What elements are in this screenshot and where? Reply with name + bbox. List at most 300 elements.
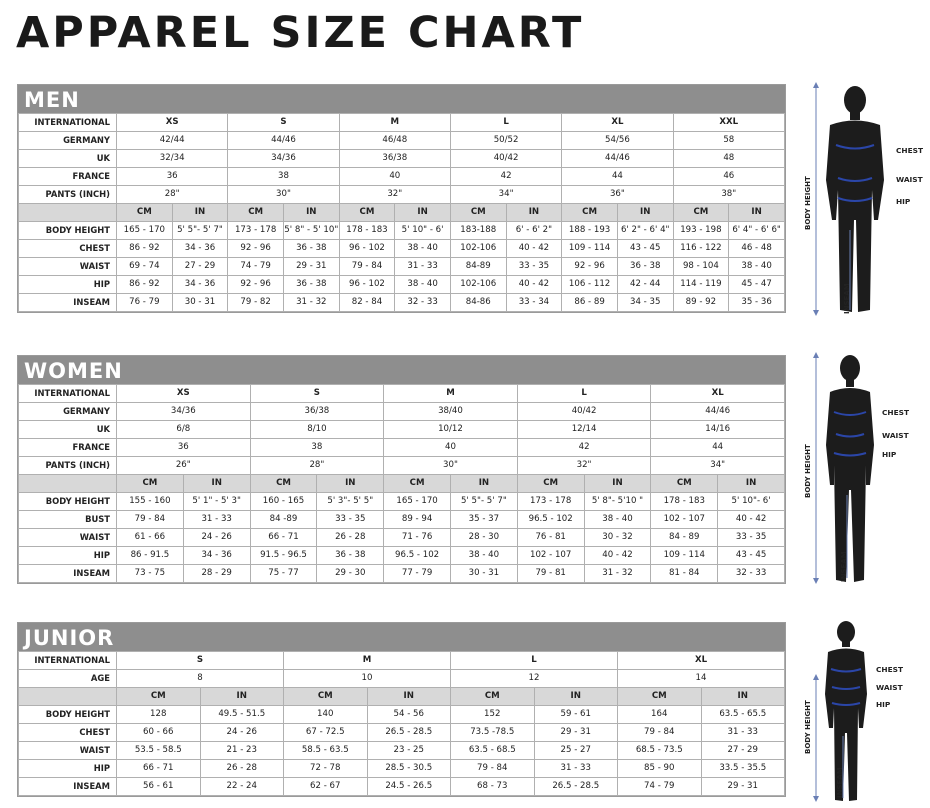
table-cell: 38 - 40 [450, 547, 517, 565]
unit-in-cell: IN [317, 475, 384, 493]
size-cell: S [228, 114, 339, 132]
table-cell: 86 - 89 [562, 294, 618, 312]
table-cell: 76 - 81 [517, 529, 584, 547]
table-cell: 92 - 96 [228, 240, 284, 258]
table-cell: 32" [517, 457, 651, 475]
unit-cm-cell: CM [618, 688, 702, 706]
unit-cm-cell: CM [284, 688, 368, 706]
table-cell: 102 - 107 [517, 547, 584, 565]
table-cell: 40 - 42 [584, 547, 651, 565]
table-cell: 33 - 35 [506, 258, 562, 276]
table-cell: 10/12 [384, 421, 518, 439]
size-cell: L [450, 114, 561, 132]
row-label: UK [19, 421, 117, 439]
table-cell: 6/8 [117, 421, 251, 439]
table-cell: 33 - 34 [506, 294, 562, 312]
row-label: GERMANY [19, 132, 117, 150]
men-section [17, 84, 786, 313]
table-cell: 29 - 31 [701, 778, 785, 796]
table-row [19, 547, 785, 565]
men-heading: MEN [18, 85, 785, 113]
table-cell: 24 - 26 [200, 724, 284, 742]
men-chest-label: CHEST [896, 146, 924, 155]
women-section [17, 355, 786, 584]
table-cell: 79 - 84 [339, 258, 395, 276]
table-cell: 59 - 61 [534, 706, 618, 724]
table-cell: 34" [450, 186, 561, 204]
row-label: HIP [19, 760, 117, 778]
table-cell: 178 - 183 [339, 222, 395, 240]
row-label: GERMANY [19, 403, 117, 421]
table-cell: 35 - 37 [450, 511, 517, 529]
table-cell: 98 - 104 [673, 258, 729, 276]
table-cell: 42 [450, 168, 561, 186]
women-waist-label: WAIST [882, 431, 909, 440]
table-cell: 34 - 36 [172, 240, 228, 258]
table-cell: 102 - 107 [651, 511, 718, 529]
table-cell: 28" [250, 457, 384, 475]
table-cell: 89 - 92 [673, 294, 729, 312]
table-cell: 34 - 35 [617, 294, 673, 312]
table-row [19, 132, 785, 150]
table-cell: 73.5 -78.5 [451, 724, 535, 742]
table-cell: 54/56 [562, 132, 673, 150]
row-label: AGE [19, 670, 117, 688]
size-cell: L [451, 652, 618, 670]
table-cell: 62 - 67 [284, 778, 368, 796]
row-label: BODY HEIGHT [19, 493, 117, 511]
table-cell: 140 [284, 706, 368, 724]
table-cell: 92 - 96 [228, 276, 284, 294]
table-cell: 85 - 90 [618, 760, 702, 778]
size-cell: M [384, 385, 518, 403]
table-cell: 114 - 119 [673, 276, 729, 294]
junior-waist-label: WAIST [876, 683, 903, 692]
table-row [19, 457, 785, 475]
row-label: WAIST [19, 258, 117, 276]
table-cell: 36 - 38 [317, 547, 384, 565]
table-cell: 173 - 178 [228, 222, 284, 240]
table-cell: 46 - 48 [729, 240, 785, 258]
table-cell: 66 - 71 [250, 529, 317, 547]
table-cell: 60 - 66 [117, 724, 201, 742]
table-cell: 38 - 40 [395, 276, 451, 294]
table-cell: 43 - 45 [617, 240, 673, 258]
table-cell: 12/14 [517, 421, 651, 439]
row-label: FRANCE [19, 439, 117, 457]
table-cell: 8 [117, 670, 284, 688]
table-cell: 31 - 32 [283, 294, 339, 312]
women-table [18, 384, 785, 583]
row-label: INTERNATIONAL [19, 385, 117, 403]
row-label: WAIST [19, 742, 117, 760]
table-cell: 40/42 [517, 403, 651, 421]
table-cell: 6' 4" - 6' 6" [729, 222, 785, 240]
table-cell: 74 - 79 [228, 258, 284, 276]
table-cell: 36 [117, 439, 251, 457]
table-cell: 34/36 [117, 403, 251, 421]
table-cell: 46 [673, 168, 784, 186]
size-cell: XXL [673, 114, 784, 132]
men-inseam-label: INSEAM [843, 283, 851, 314]
junior-inseam-label: INSEAM [836, 767, 844, 798]
unit-cm-cell: CM [451, 688, 535, 706]
junior-silhouette-icon [800, 618, 930, 804]
table-cell: 42 - 44 [617, 276, 673, 294]
junior-chest-label: CHEST [876, 665, 904, 674]
table-cell: 30 - 31 [172, 294, 228, 312]
table-cell: 24 - 26 [183, 529, 250, 547]
unit-in-cell: IN [283, 204, 339, 222]
size-cell: S [250, 385, 384, 403]
table-cell: 36 - 38 [617, 258, 673, 276]
table-row [19, 168, 785, 186]
table-row [19, 724, 785, 742]
table-cell: 96 - 102 [339, 276, 395, 294]
table-cell: 109 - 114 [651, 547, 718, 565]
table-cell: 44 [651, 439, 785, 457]
table-cell: 45 - 47 [729, 276, 785, 294]
unit-header-row [19, 688, 785, 706]
table-cell: 102-106 [450, 276, 506, 294]
table-cell: 79 - 84 [451, 760, 535, 778]
table-cell: 67 - 72.5 [284, 724, 368, 742]
table-cell: 193 - 198 [673, 222, 729, 240]
men-waist-label: WAIST [896, 175, 923, 184]
table-cell: 5' 3"- 5' 5" [317, 493, 384, 511]
table-cell: 40 [339, 168, 450, 186]
junior-section [17, 622, 786, 797]
junior-figure [800, 618, 930, 804]
men-body-height-label: BODY HEIGHT [804, 176, 812, 230]
table-cell: 44 [562, 168, 673, 186]
table-cell: 36" [562, 186, 673, 204]
table-cell: 91.5 - 96.5 [250, 547, 317, 565]
row-label: BODY HEIGHT [19, 222, 117, 240]
table-cell: 31 - 33 [395, 258, 451, 276]
unit-cm-cell: CM [228, 204, 284, 222]
table-cell: 77 - 79 [384, 565, 451, 583]
table-row [19, 760, 785, 778]
unit-in-cell: IN [200, 688, 284, 706]
table-row [19, 670, 785, 688]
size-cell: XL [562, 114, 673, 132]
unit-in-cell: IN [718, 475, 785, 493]
table-row [19, 294, 785, 312]
table-cell: 5' 10" - 6' [395, 222, 451, 240]
unit-cm-cell: CM [384, 475, 451, 493]
table-cell: 155 - 160 [117, 493, 184, 511]
women-body-height-label: BODY HEIGHT [804, 444, 812, 498]
male-silhouette-icon [800, 80, 930, 320]
unit-in-cell: IN [395, 204, 451, 222]
table-cell: 34/36 [228, 150, 339, 168]
table-cell: 96.5 - 102 [384, 547, 451, 565]
table-cell: 164 [618, 706, 702, 724]
table-row [19, 652, 785, 670]
table-cell: 66 - 71 [117, 760, 201, 778]
table-cell: 84-86 [450, 294, 506, 312]
table-cell: 42 [517, 439, 651, 457]
table-cell: 32 - 33 [718, 565, 785, 583]
table-cell: 27 - 29 [172, 258, 228, 276]
table-cell: 116 - 122 [673, 240, 729, 258]
table-cell: 30" [384, 457, 518, 475]
table-cell: 63.5 - 68.5 [451, 742, 535, 760]
unit-in-cell: IN [534, 688, 618, 706]
table-cell: 49.5 - 51.5 [200, 706, 284, 724]
women-chest-label: CHEST [882, 408, 910, 417]
table-cell: 28" [117, 186, 228, 204]
table-cell: 28 - 30 [450, 529, 517, 547]
table-cell: 34" [651, 457, 785, 475]
table-cell: 44/46 [228, 132, 339, 150]
unit-in-cell: IN [183, 475, 250, 493]
row-label: INSEAM [19, 778, 117, 796]
table-cell: 26 - 28 [200, 760, 284, 778]
table-cell: 5' 5"- 5' 7" [172, 222, 228, 240]
table-row [19, 529, 785, 547]
table-cell: 38" [673, 186, 784, 204]
unit-in-cell: IN [729, 204, 785, 222]
women-hip-label: HIP [882, 450, 897, 459]
table-row [19, 258, 785, 276]
table-cell: 96.5 - 102 [517, 511, 584, 529]
table-cell: 28.5 - 30.5 [367, 760, 451, 778]
women-figure [800, 350, 930, 590]
table-cell: 106 - 112 [562, 276, 618, 294]
table-cell: 173 - 178 [517, 493, 584, 511]
table-cell: 40 [384, 439, 518, 457]
table-cell: 79 - 81 [517, 565, 584, 583]
unit-cm-cell: CM [562, 204, 618, 222]
row-label: PANTS (INCH) [19, 186, 117, 204]
table-cell: 188 - 193 [562, 222, 618, 240]
table-cell: 36 [117, 168, 228, 186]
table-cell: 86 - 92 [117, 276, 173, 294]
table-cell: 29 - 30 [317, 565, 384, 583]
row-label: BODY HEIGHT [19, 706, 117, 724]
men-table [18, 113, 785, 312]
table-cell: 82 - 84 [339, 294, 395, 312]
row-label: INTERNATIONAL [19, 652, 117, 670]
row-label: INSEAM [19, 294, 117, 312]
table-cell: 36/38 [339, 150, 450, 168]
table-cell: 79 - 82 [228, 294, 284, 312]
unit-cm-cell: CM [517, 475, 584, 493]
table-cell: 31 - 33 [534, 760, 618, 778]
unit-header-row [19, 475, 785, 493]
table-cell: 63.5 - 65.5 [701, 706, 785, 724]
table-cell: 33 - 35 [317, 511, 384, 529]
row-label: INSEAM [19, 565, 117, 583]
unit-cm-cell: CM [117, 688, 201, 706]
table-cell: 75 - 77 [250, 565, 317, 583]
table-cell: 5' 5"- 5' 7" [450, 493, 517, 511]
table-cell: 25 - 27 [534, 742, 618, 760]
table-cell: 10 [284, 670, 451, 688]
table-cell: 5' 8" - 5' 10" [283, 222, 339, 240]
junior-hip-label: HIP [876, 700, 891, 709]
table-cell: 23 - 25 [367, 742, 451, 760]
row-label: UK [19, 150, 117, 168]
table-cell: 76 - 79 [117, 294, 173, 312]
table-cell: 8/10 [250, 421, 384, 439]
table-cell: 6' 2" - 6' 4" [617, 222, 673, 240]
row-label: HIP [19, 276, 117, 294]
table-cell: 30" [228, 186, 339, 204]
table-cell: 44/46 [562, 150, 673, 168]
women-heading: WOMEN [18, 356, 785, 384]
women-inseam-label: INSEAM [840, 551, 848, 582]
table-cell: 46/48 [339, 132, 450, 150]
table-row [19, 493, 785, 511]
unit-in-cell: IN [617, 204, 673, 222]
table-cell: 81 - 84 [651, 565, 718, 583]
row-label: CHEST [19, 724, 117, 742]
table-cell: 31 - 33 [701, 724, 785, 742]
table-cell: 68 - 73 [451, 778, 535, 796]
table-cell: 38 - 40 [395, 240, 451, 258]
table-cell: 38 - 40 [729, 258, 785, 276]
table-cell: 5' 1" - 5' 3" [183, 493, 250, 511]
table-cell: 38 - 40 [584, 511, 651, 529]
table-cell: 68.5 - 73.5 [618, 742, 702, 760]
row-label: HIP [19, 547, 117, 565]
table-cell: 27 - 29 [701, 742, 785, 760]
table-cell: 30 - 32 [584, 529, 651, 547]
unit-header-row [19, 204, 785, 222]
table-cell: 84 -89 [250, 511, 317, 529]
table-cell: 34 - 36 [183, 547, 250, 565]
unit-in-cell: IN [450, 475, 517, 493]
table-cell: 14/16 [651, 421, 785, 439]
table-row [19, 403, 785, 421]
table-cell: 165 - 170 [117, 222, 173, 240]
unit-in-cell: IN [701, 688, 785, 706]
table-cell: 86 - 91.5 [117, 547, 184, 565]
table-cell: 31 - 32 [584, 565, 651, 583]
table-cell: 29 - 31 [283, 258, 339, 276]
table-cell: 48 [673, 150, 784, 168]
unit-header-blank [19, 475, 117, 493]
table-cell: 160 - 165 [250, 493, 317, 511]
men-figure [800, 80, 930, 320]
table-cell: 53.5 - 58.5 [117, 742, 201, 760]
unit-in-cell: IN [506, 204, 562, 222]
table-cell: 84-89 [450, 258, 506, 276]
table-cell: 102-106 [450, 240, 506, 258]
unit-header-blank [19, 204, 117, 222]
table-cell: 36 - 38 [283, 276, 339, 294]
size-cell: XS [117, 385, 251, 403]
table-cell: 74 - 79 [618, 778, 702, 796]
table-row [19, 565, 785, 583]
table-cell: 109 - 114 [562, 240, 618, 258]
table-cell: 89 - 94 [384, 511, 451, 529]
table-cell: 12 [451, 670, 618, 688]
unit-cm-cell: CM [117, 475, 184, 493]
table-cell: 26" [117, 457, 251, 475]
row-label: WAIST [19, 529, 117, 547]
size-cell: XS [117, 114, 228, 132]
table-cell: 71 - 76 [384, 529, 451, 547]
table-cell: 61 - 66 [117, 529, 184, 547]
unit-cm-cell: CM [450, 204, 506, 222]
row-label: BUST [19, 511, 117, 529]
unit-cm-cell: CM [673, 204, 729, 222]
table-cell: 96 - 102 [339, 240, 395, 258]
table-cell: 58.5 - 63.5 [284, 742, 368, 760]
table-row [19, 778, 785, 796]
table-cell: 5' 8"- 5'10 " [584, 493, 651, 511]
row-label: INTERNATIONAL [19, 114, 117, 132]
table-cell: 86 - 92 [117, 240, 173, 258]
table-cell: 43 - 45 [718, 547, 785, 565]
table-cell: 28 - 29 [183, 565, 250, 583]
table-cell: 42/44 [117, 132, 228, 150]
junior-heading: JUNIOR [18, 623, 785, 651]
table-row [19, 186, 785, 204]
row-label: FRANCE [19, 168, 117, 186]
table-cell: 40 - 42 [718, 511, 785, 529]
table-row [19, 742, 785, 760]
table-cell: 40 - 42 [506, 240, 562, 258]
table-row [19, 439, 785, 457]
junior-table [18, 651, 785, 796]
unit-cm-cell: CM [339, 204, 395, 222]
row-label: PANTS (INCH) [19, 457, 117, 475]
table-cell: 152 [451, 706, 535, 724]
page-title: APPAREL SIZE CHART [16, 8, 585, 58]
table-cell: 40/42 [450, 150, 561, 168]
table-cell: 36/38 [250, 403, 384, 421]
table-cell: 73 - 75 [117, 565, 184, 583]
table-cell: 31 - 33 [183, 511, 250, 529]
row-label: CHEST [19, 240, 117, 258]
table-cell: 29 - 31 [534, 724, 618, 742]
table-cell: 165 - 170 [384, 493, 451, 511]
size-cell: XL [618, 652, 785, 670]
size-cell: M [284, 652, 451, 670]
table-cell: 26 - 28 [317, 529, 384, 547]
table-cell: 30 - 31 [450, 565, 517, 583]
table-row [19, 385, 785, 403]
female-silhouette-icon [800, 350, 930, 590]
men-hip-label: HIP [896, 197, 911, 206]
size-cell: XL [651, 385, 785, 403]
table-cell: 79 - 84 [117, 511, 184, 529]
table-cell: 26.5 - 28.5 [367, 724, 451, 742]
table-cell: 33 - 35 [718, 529, 785, 547]
unit-cm-cell: CM [651, 475, 718, 493]
table-cell: 69 - 74 [117, 258, 173, 276]
table-cell: 36 - 38 [283, 240, 339, 258]
size-cell: L [517, 385, 651, 403]
unit-cm-cell: CM [117, 204, 173, 222]
table-cell: 32/34 [117, 150, 228, 168]
table-row [19, 240, 785, 258]
table-cell: 38 [250, 439, 384, 457]
table-cell: 21 - 23 [200, 742, 284, 760]
table-cell: 35 - 36 [729, 294, 785, 312]
size-cell: S [117, 652, 284, 670]
table-cell: 32" [339, 186, 450, 204]
table-cell: 84 - 89 [651, 529, 718, 547]
table-cell: 24.5 - 26.5 [367, 778, 451, 796]
unit-cm-cell: CM [250, 475, 317, 493]
table-cell: 38 [228, 168, 339, 186]
